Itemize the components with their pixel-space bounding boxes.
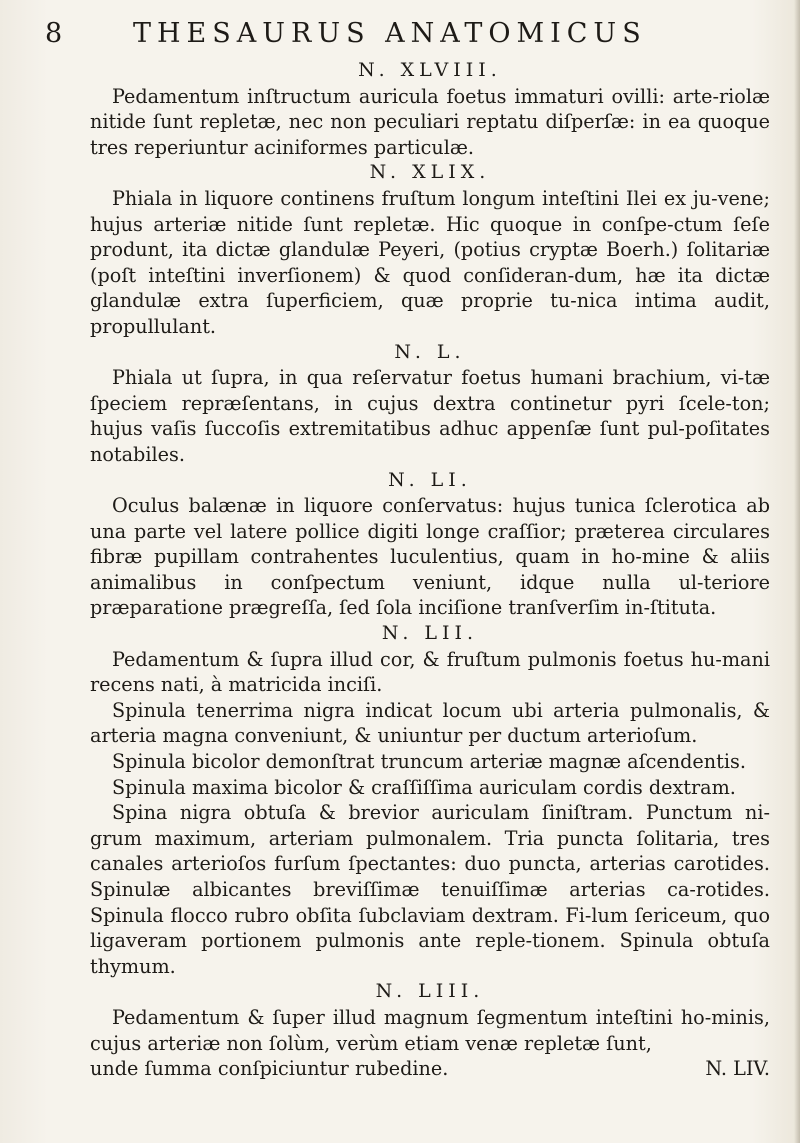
paragraph: Pedamentum & ſupra illud cor, & fruſtum pulmonis foetus hu-mani recens nati, à matricida inciſi. [90, 647, 770, 697]
section-heading: N. XLIX. [369, 161, 491, 184]
running-header [45, 18, 775, 54]
paragraph: Spinula bicolor demonſtrat truncum arteriæ magnæ aſcendentis. [112, 750, 746, 774]
paragraph: Spina nigra obtuſa & brevior auriculam ſiniſtram. Punctum ni-grum maximum, arteriam pulmonalem. Tria puncta ſolitaria, tres canales arterioſos furſum ſpectantes: duo puncta, arterias carotides. Spinulæ albicantes breviſſimæ tenuiſſimæ arterias ca-rotides. Spinula flocco rubro obſita ſubclaviam dextram. Fi-lum ſericeum, quo ligaveram portionem pulmonis ante reple-tionem. Spinula obtuſa thymum. [90, 801, 770, 978]
paragraph: Spinula tenerrima nigra indicat locum ubi arteria pulmonalis, & arteria magna conveniunt, & uniuntur per ductum arterioſum. [90, 698, 770, 748]
catchword: N. LIV. [705, 1057, 770, 1081]
section-heading: N. LI. [388, 468, 472, 491]
paragraph: Oculus balænæ in liquore conſervatus: hujus tunica ſclerotica ab una parte vel latere pollice digiti longe craſſior; præterea circulares fibræ pupillam contrahentes luculentius, quam in ho-mine & aliis animalibus in conſpectum veniunt, idque nulla ul-teriore præparatione prægreſſa, ſed ſola inciſione tranſverſim in-ſtituta. [90, 494, 770, 620]
section-heading: N. XLVIII. [358, 59, 502, 81]
body-text [90, 58, 770, 1082]
section-heading: N. L. [394, 340, 466, 363]
page-number: 8 [45, 18, 63, 49]
paragraph: Pedamentum & ſuper illud magnum ſegmentum inteſtini ho-minis, cujus arteriæ non ſolùm, verùm etiam venæ repletæ ſunt, [90, 1005, 770, 1055]
paragraph: Phiala ut ſupra, in qua reſervatur foetus humani brachium, vi-tæ ſpeciem repræſentans, in cujus dextra continetur pyri ſcele-ton; hujus vaſis ſuccoſis extremitatibus adhuc appenſæ ſunt pul-poſitates notabiles. [90, 366, 770, 466]
paragraph: Spinula maxima bicolor & craſſiſſima auriculam cordis dextram. [112, 775, 736, 799]
final-line [90, 1056, 770, 1082]
final-line-text: unde ſumma conſpiciuntur rubedine. [90, 1057, 449, 1081]
paragraph: Pedamentum inſtructum auricula foetus immaturi ovilli: arte-riolæ nitide ſunt repletæ, nec non peculiari reptatu diſperſæ: in ea quoque tres reperiuntur aciniformes particulæ. [90, 84, 770, 159]
section-heading: N. LII. [381, 622, 479, 645]
section-heading: N. LIII. [375, 980, 485, 1003]
page-edge-shadow [794, 0, 800, 1143]
book-title: THESAURUS ANATOMICUS [133, 18, 647, 49]
paragraph: Phiala in liquore continens fruſtum longum inteſtini Ilei ex ju-vene; hujus arteriæ nitide ſunt repletæ. Hic quoque in conſpe-ctum ſeſe produnt, ita dictæ glandulæ Peyeri, (potius cryptæ Boerh.) ſolitariæ (poſt inteſtini inverſionem) & quod conſideran-dum, hæ ita dictæ glandulæ extra ſuperficiem, quæ proprie tu-nica intima audit, propullulant. [90, 186, 770, 338]
